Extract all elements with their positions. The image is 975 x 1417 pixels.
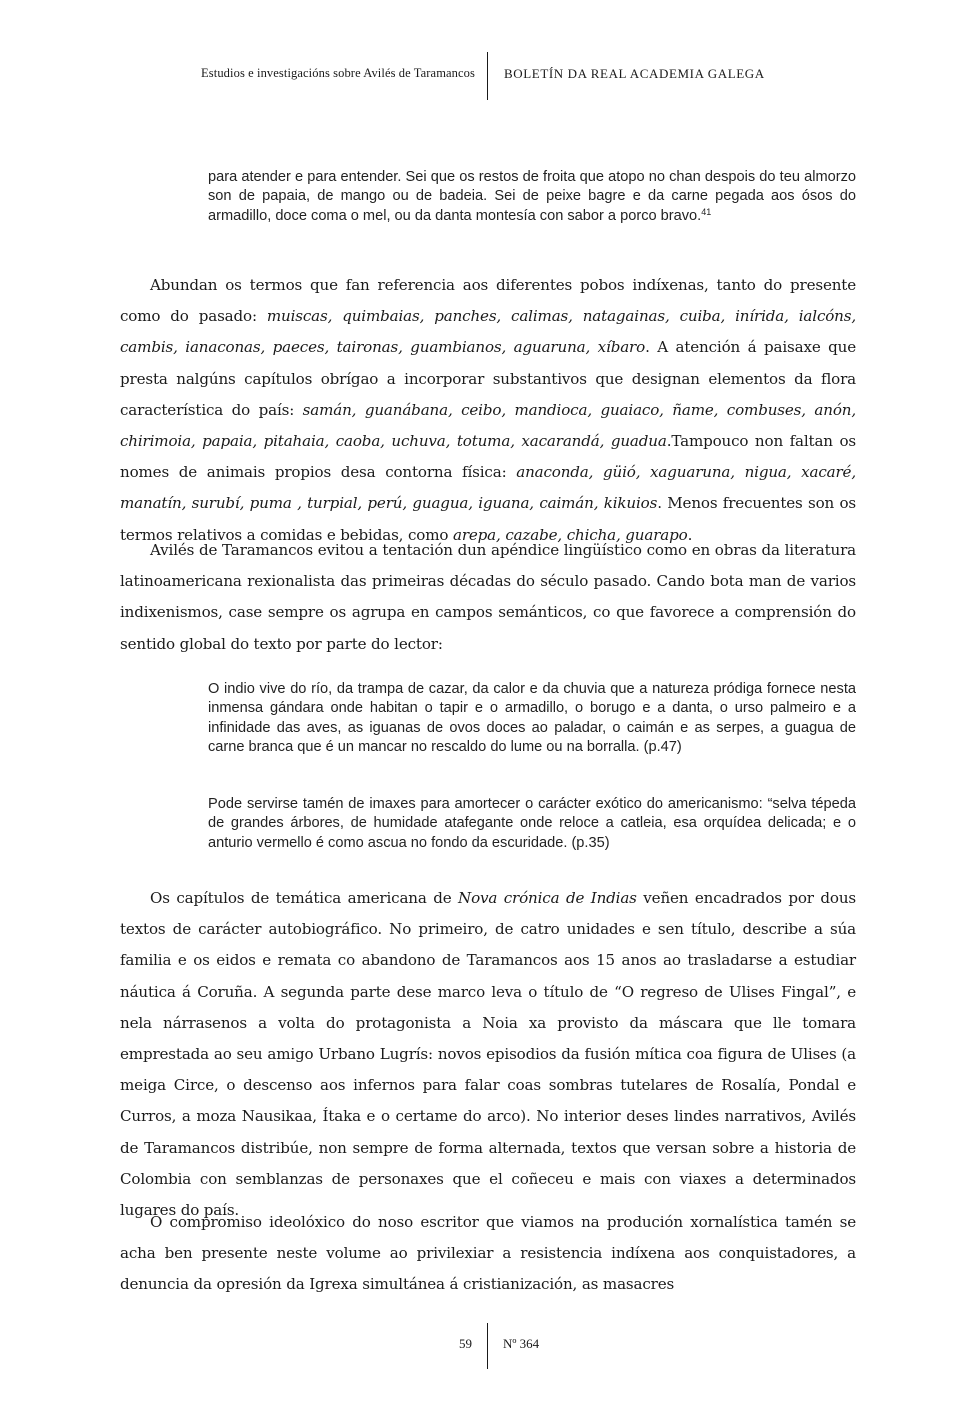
paragraph-1-text-a: Abundan os termos que fan referencia aos diferentes pobos indíxenas, tanto do presente como do pasado: xyxy=(120,276,856,326)
paragraph-3-text-b: veñen encadrados por dous textos de carácter autobiográfico. No primeiro, de catro unidades e sen título, describe a súa familia e os eidos e remata co abandono de Taramancos aos 15 anos ao trasladarse a estudiar náutica á Coruña. A segunda parte dese marco leva o título de “O regreso de Ulises Fingal”, e nela nárrasenos a volta do protagonista a Noia xa provisto da máscara que lle tomara emprestada ao seu amigo Urbano Lugrís: novos episodios da fusión mítica coa figura de Ulises (a meiga Circe, o descenso aos infernos para falar coas sombras tutelares de Rosalía, Pondal e Curros, a moza Nausikaa, Ítaka e o certame do arco). No interior deses lindes narrativos, Avilés de Taramancos distribúe, non sempre de forma alternada, textos que versan sobre a historia de Colombia con semblanzas de personaxes que el coñeceu e mais con viaxes a determinados lugares do país. xyxy=(120,889,856,1220)
paragraph-1-food-list: arepa, cazabe, chicha, guarapo xyxy=(452,525,688,544)
running-head-journal-title: BOLETÍN DA REAL ACADEMIA GALEGA xyxy=(504,66,765,81)
block-quote-top xyxy=(208,168,856,226)
paragraph-1-text-d: . Menos frecuentes son os termos relativos a comidas e bebidas, como xyxy=(120,494,857,544)
paragraph-1-flora-list: samán, guanábana, ceibo, mandioca, guaiaco, ñame, combuses, anón, chirimoia, papaia, pitahaia, caoba, uchuva, totuma, xacarandá, guadua xyxy=(120,400,856,451)
paragraph-1-fauna-list: anaconda, güió, xaguaruna, nigua, xacaré, manatín, surubí, puma , turpial, perú, guagua, iguana, caimán, kikuios xyxy=(120,463,856,513)
running-head-divider xyxy=(487,52,488,100)
paragraph-ideological-commitment: O compromiso ideolóxico do noso escritor que viamos na produción xornalística tamén se acha ben presente neste volume ao privilexiar a resistencia indíxena aos conquistadores, a denuncia da opresión da Igrexa simultánea á cristianización, as masacres xyxy=(120,1213,856,1294)
footer-divider xyxy=(487,1323,488,1369)
page-footer xyxy=(0,1323,975,1369)
footnote-marker: 41 xyxy=(701,206,712,217)
block-quote-top-text: para atender e para entender. Sei que os restos de froita que atopo no chan despois do teu almorzo son de papaia, de mango ou de badeia. Sei de peixe bagre e da carne pegada aos ósos do armadillo, doce coma o mel, ou da danta montesía con sabor a porco bravo. xyxy=(208,169,856,224)
paragraph-3-text-a: Os capítulos de temática americana de xyxy=(150,889,459,907)
running-head-section-title: Estudios e investigacións sobre Avilés de Taramancos xyxy=(201,66,475,80)
paragraph-3-book-title: Nova crónica de Indias xyxy=(458,889,637,907)
block-quote-middle-1: O indio vive do río, da trampa de cazar, da calor e da chuvia que a natureza pródiga fornece nesta inmensa gándara onde habitan o tapir e o armadillo, o borugo e a danta, o urso palmeiro e a infinidade das aves, as iguanas de ovos doces ao paladar, o caimán e as serpes, a guagua de carne branca que é un mancar no rescaldo do lume ou na borralla. (p.47) xyxy=(208,681,856,755)
block-quote-middle-2: Pode servirse tamén de imaxes para amortecer o carácter exótico do americanismo: “selva tépeda de grandes árbores, de humidade atafegante onde reloce a catleia, esa orquídea delicada; e o anturio vermello é como ascua no fondo da escuridade. (p.35) xyxy=(208,796,856,851)
page-number: 59 xyxy=(459,1336,472,1351)
paragraph-linguistic-appendix: Avilés de Taramancos evitou a tentación dun apéndice lingüístico como en obras da literatura latinoamericana rexionalista das primeiras décadas do século pasado. Cando bota man de varios indixenismos, case sempre os agrupa en campos semánticos, co que favorece a comprensión do sentido global do texto por parte do lector: xyxy=(120,541,856,653)
paragraph-1-text-e: . xyxy=(687,525,693,544)
paragraph-1-peoples-list: muiscas, quimbaias, panches, calimas, natagainas, cuiba, inírida, ialcóns, cambis, ianaconas, paeces, taironas, guambianos, aguaruna, xíbaro xyxy=(120,307,856,357)
running-head xyxy=(0,52,975,100)
paragraph-nova-cronica xyxy=(120,883,856,1226)
paragraph-1-text-b: . A atención á paisaxe que presta nalgúns capítulos obrígao a incorporar substantivos que designan elementos da flora característica do país: xyxy=(120,338,856,419)
issue-number: Nº 364 xyxy=(503,1336,540,1351)
paragraph-1-text-c: .Tampouco non faltan os nomes de animais propios desa contorna física: xyxy=(120,432,856,482)
paragraph-indigenous-terms xyxy=(120,270,856,551)
